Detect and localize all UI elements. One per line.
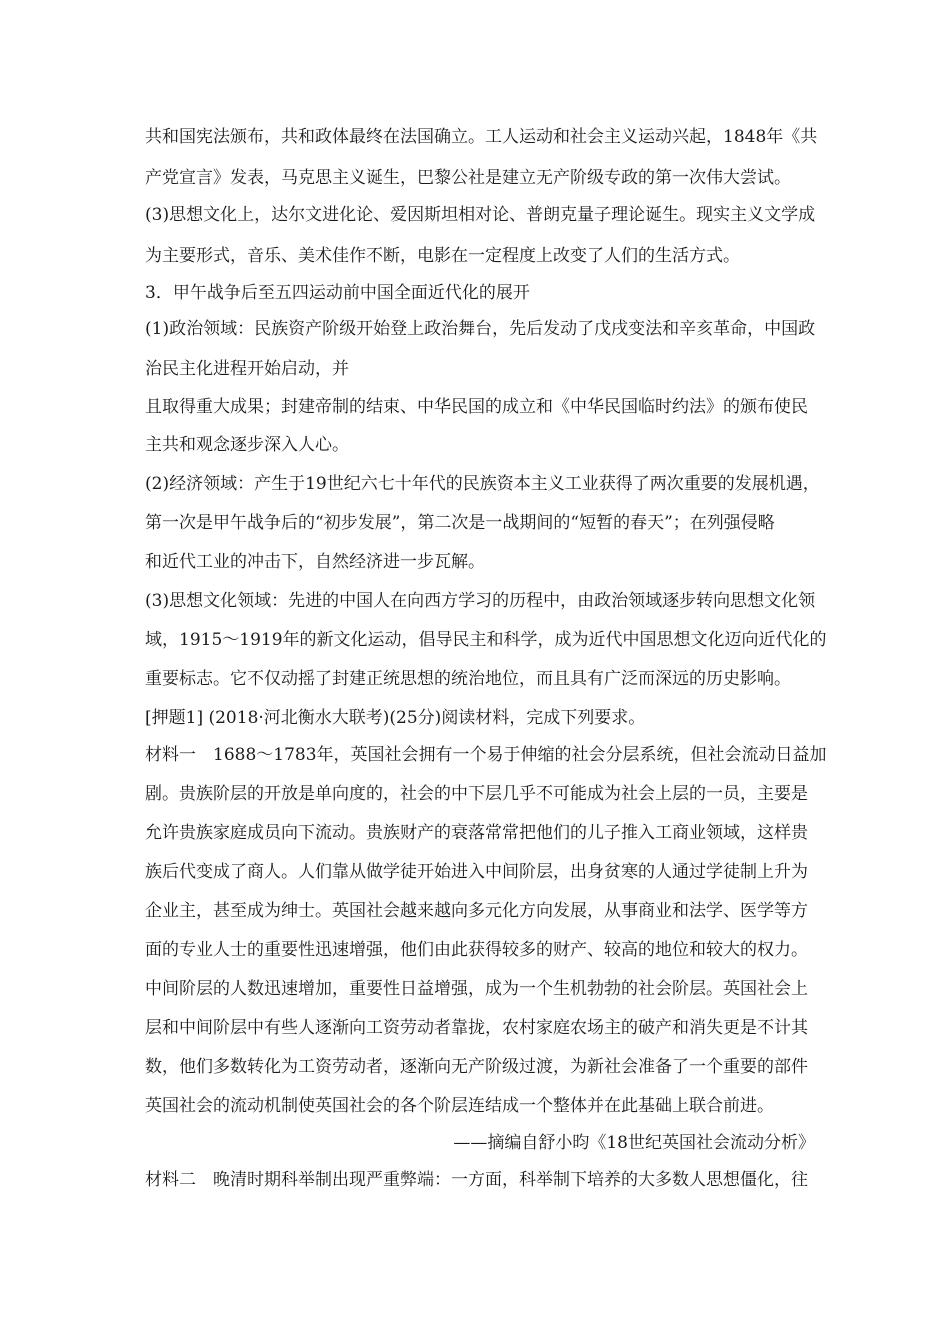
- section-heading: 3．甲午战争后至五四运动前中国全面近代化的展开: [145, 283, 530, 303]
- question-heading: [押题1] (2018·河北衡水大联考)(25分)阅读材料，完成下列要求。: [145, 708, 646, 728]
- text-line: (2)经济领域：产生于19世纪六七十年代的民族资本主义工业获得了两次重要的发展机遇，: [145, 474, 820, 494]
- text-line: 允许贵族家庭成员向下流动。贵族财产的衰落常常把他们的儿子推入工商业领域，这样贵: [145, 823, 808, 843]
- text-line: 面的专业人士的重要性迅速增强，他们由此获得较多的财产、较高的地位和较大的权力。: [145, 940, 808, 960]
- text-line: 主共和观念逐步深入人心。: [145, 435, 349, 455]
- text-line: 材料二 晚清时期科举制出现严重弊端：一方面，科举制下培养的大多数人思想僵化，往: [145, 1170, 808, 1190]
- text-line: 产党宣言》发表，马克思主义诞生，巴黎公社是建立无产阶级专政的第一次伟大尝试。: [145, 168, 791, 188]
- text-line: 层和中间阶层中有些人逐渐向工资劳动者靠拢，农村家庭农场主的破产和消失更是不计其: [145, 1018, 808, 1038]
- text-line: (3)思想文化上，达尔文进化论、爱因斯坦相对论、普朗克量子理论诞生。现实主义文学成: [145, 205, 816, 225]
- text-line: (1)政治领域：民族资产阶级开始登上政治舞台，先后发动了戊戌变法和辛亥革命，中国政: [145, 319, 816, 339]
- citation: ——摘编自舒小昀《18世纪英国社会流动分析》: [453, 1133, 815, 1153]
- text-line: 数，他们多数转化为工资劳动者，逐渐向无产阶级过渡，为新社会准备了一个重要的部件: [145, 1057, 808, 1077]
- text-line: 且取得重大成果；封建帝制的结束、中华民国的成立和《中华民国临时约法》的颁布使民: [145, 397, 808, 417]
- text-line: 重要标志。它不仅动摇了封建正统思想的统治地位，而且具有广泛而深远的历史影响。: [145, 669, 791, 689]
- text-line: 中间阶层的人数迅速增加，重要性日益增强，成为一个生机勃勃的社会阶层。英国社会上: [145, 979, 808, 999]
- text-line: 族后代变成了商人。人们靠从做学徒开始进入中间阶层，出身贫寒的人通过学徒制上升为: [145, 862, 808, 882]
- text-line: (3)思想文化领域：先进的中国人在向西方学习的历程中，由政治领域逐步转向思想文化领: [145, 591, 816, 611]
- text-line: 共和国宪法颁布，共和政体最终在法国确立。工人运动和社会主义运动兴起，1848年《共: [145, 127, 818, 147]
- text-line: 材料一 1688～1783年，英国社会拥有一个易于伸缩的社会分层系统，但社会流动日益加: [145, 745, 827, 765]
- text-line: 域，1915～1919年的新文化运动，倡导民主和科学，成为近代中国思想文化迈向近代化的: [145, 630, 827, 650]
- text-line: 英国社会的流动机制使英国社会的各个阶层连结成一个整体并在此基础上联合前进。: [145, 1096, 774, 1116]
- text-line: 治民主化进程开始启动，并: [145, 359, 349, 379]
- text-line: 为主要形式，音乐、美术佳作不断，电影在一定程度上改变了人们的生活方式。: [145, 246, 740, 266]
- text-line: 企业主，甚至成为绅士。英国社会越来越向多元化方向发展，从事商业和法学、医学等方: [145, 901, 808, 921]
- text-line: 第一次是甲午战争后的“初步发展”，第二次是一战期间的“短暂的春天”；在列强侵略: [145, 513, 775, 533]
- text-line: 剧。贵族阶层的开放是单向度的，社会的中下层几乎不可能成为社会上层的一员，主要是: [145, 784, 808, 804]
- text-line: 和近代工业的冲击下，自然经济进一步瓦解。: [145, 552, 485, 572]
